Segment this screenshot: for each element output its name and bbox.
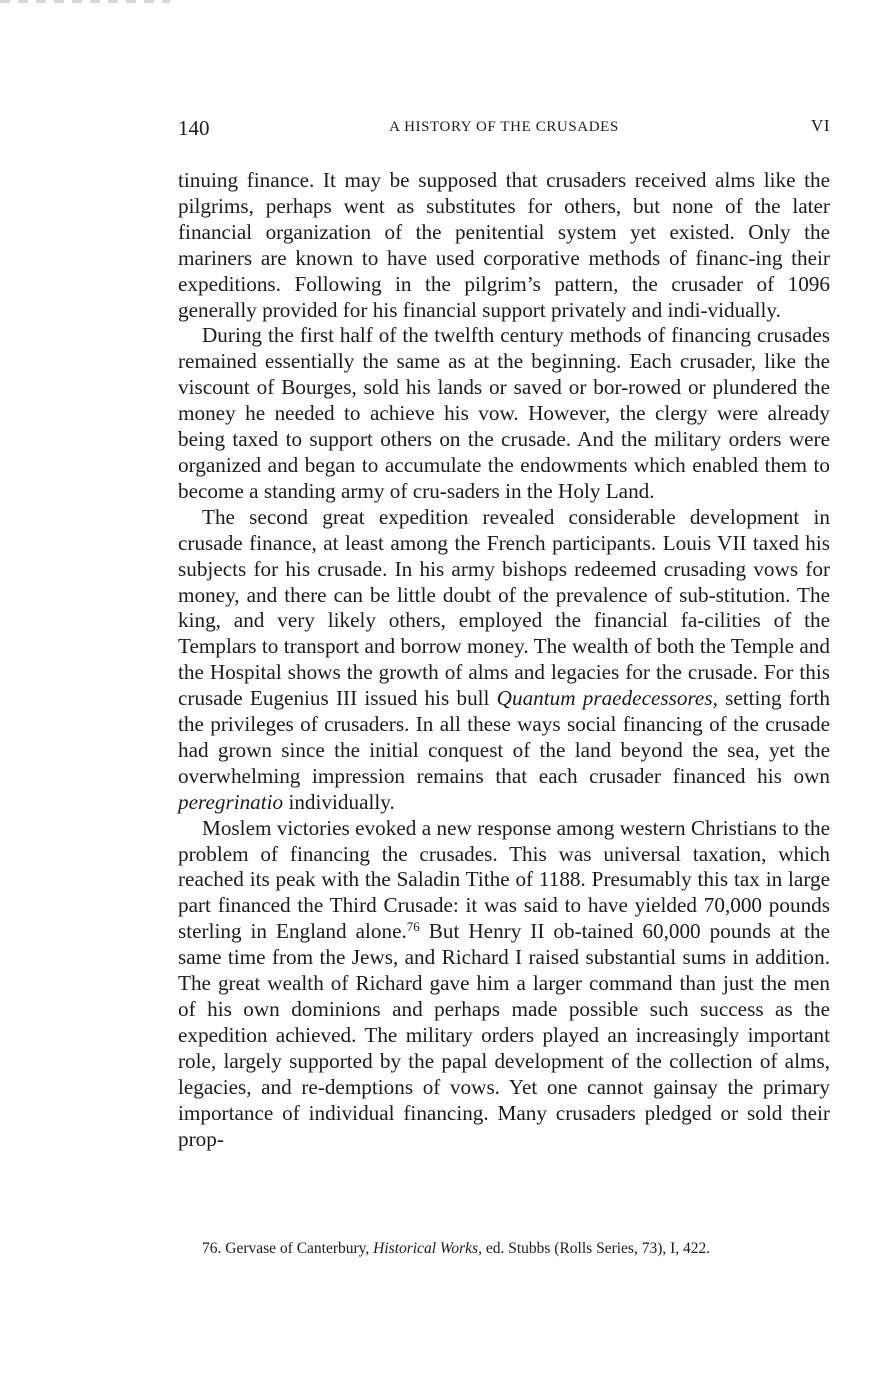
paragraph-4-text-b: But Henry II ob-tained 60,000 pounds at the same time from the Jews, and Richard I raised substantial sums in addition. The great wealth of Richard gave him a larger command than just the men of his own dominions and perhaps made possible such success as the expedition achieved. The military orders played an increasingly important role, largely supported by the papal development of the collection of alms, legacies, and re-demptions of vows. Yet one cannot gainsay the primary importance of individual financing. Many crusaders pledged or sold their prop- [178,919,830,1151]
paragraph-4 [178,816,830,1153]
paragraph-1: tinuing finance. It may be supposed that crusaders received alms like the pilgrims, perhaps went as substitutes for others, but none of the later financial organization of the penitential system yet existed. Only the mariners are known to have used corporative methods of financ-ing their expeditions. Following in the pilgrim’s pattern, the crusader of 1096 generally provided for his financial support privately and indi-vidually. [178,168,830,322]
footnote-author: Gervase of Canterbury, [225,1240,370,1257]
paragraph-3-text-c: individually. [288,789,395,814]
footnote-citation: ed. Stubbs (Rolls Series, 73), I, 422. [485,1240,711,1257]
footnote-number: 76. [202,1240,222,1257]
body-text [178,168,830,1152]
peregrinatio-term: peregrinatio [178,789,284,814]
bull-title: Quantum praedecessores, [496,686,718,711]
paragraph-3-text-a: The second great expedition revealed considerable development in crusade finance, at least among the French participants. Louis VII taxed his subjects for his crusade. In his army bishops redeemed crusading vows for money, and there can be little doubt of the prevalence of sub-stitution. The king, and very likely others, employed the financial fa-cilities of the Templars to transport and borrow money. The wealth of both the Temple and the Hospital shows the growth of alms and legacies for the crusade. For this crusade Eugenius III issued his bull [178,504,830,711]
paragraph-3 [178,505,830,816]
footnote-reference[interactable]: 76 [406,919,420,935]
footnote [202,1239,830,1259]
chapter-number: VI [811,116,830,135]
scan-edge-mark [0,0,170,3]
paragraph-3-text-b: setting forth the privileges of crusaders. In all these ways social financing of the crusade had grown since the initial conquest of the land beyond the sea, yet the overwhelming impression remains that each crusader financed his own [178,686,831,788]
running-title: A HISTORY OF THE CRUSADES [389,119,619,135]
footnote-work-title: Historical Works, [373,1240,482,1257]
paragraph-4-text-a: Moslem victories evoked a new response among western Christians to the problem of financing the crusades. This was universal taxation, which reached its peak with the Saladin Tithe of 1188. Presumably this tax in large part financed the Third Crusade: it was said to have yielded 70,000 pounds sterling in England alone. [178,815,830,944]
page-number: 140 [178,116,210,140]
paragraph-2: During the first half of the twelfth century methods of financing crusades remained essentially the same as at the beginning. Each crusader, like the viscount of Bourges, sold his lands or saved or bor-rowed or plundered the money he needed to achieve his vow. However, the clergy were already being taxed to support others on the crusade. And the military orders were organized and began to accumulate the endowments which enabled them to become a standing army of cru-saders in the Holy Land. [178,323,830,503]
page-header [178,116,830,144]
